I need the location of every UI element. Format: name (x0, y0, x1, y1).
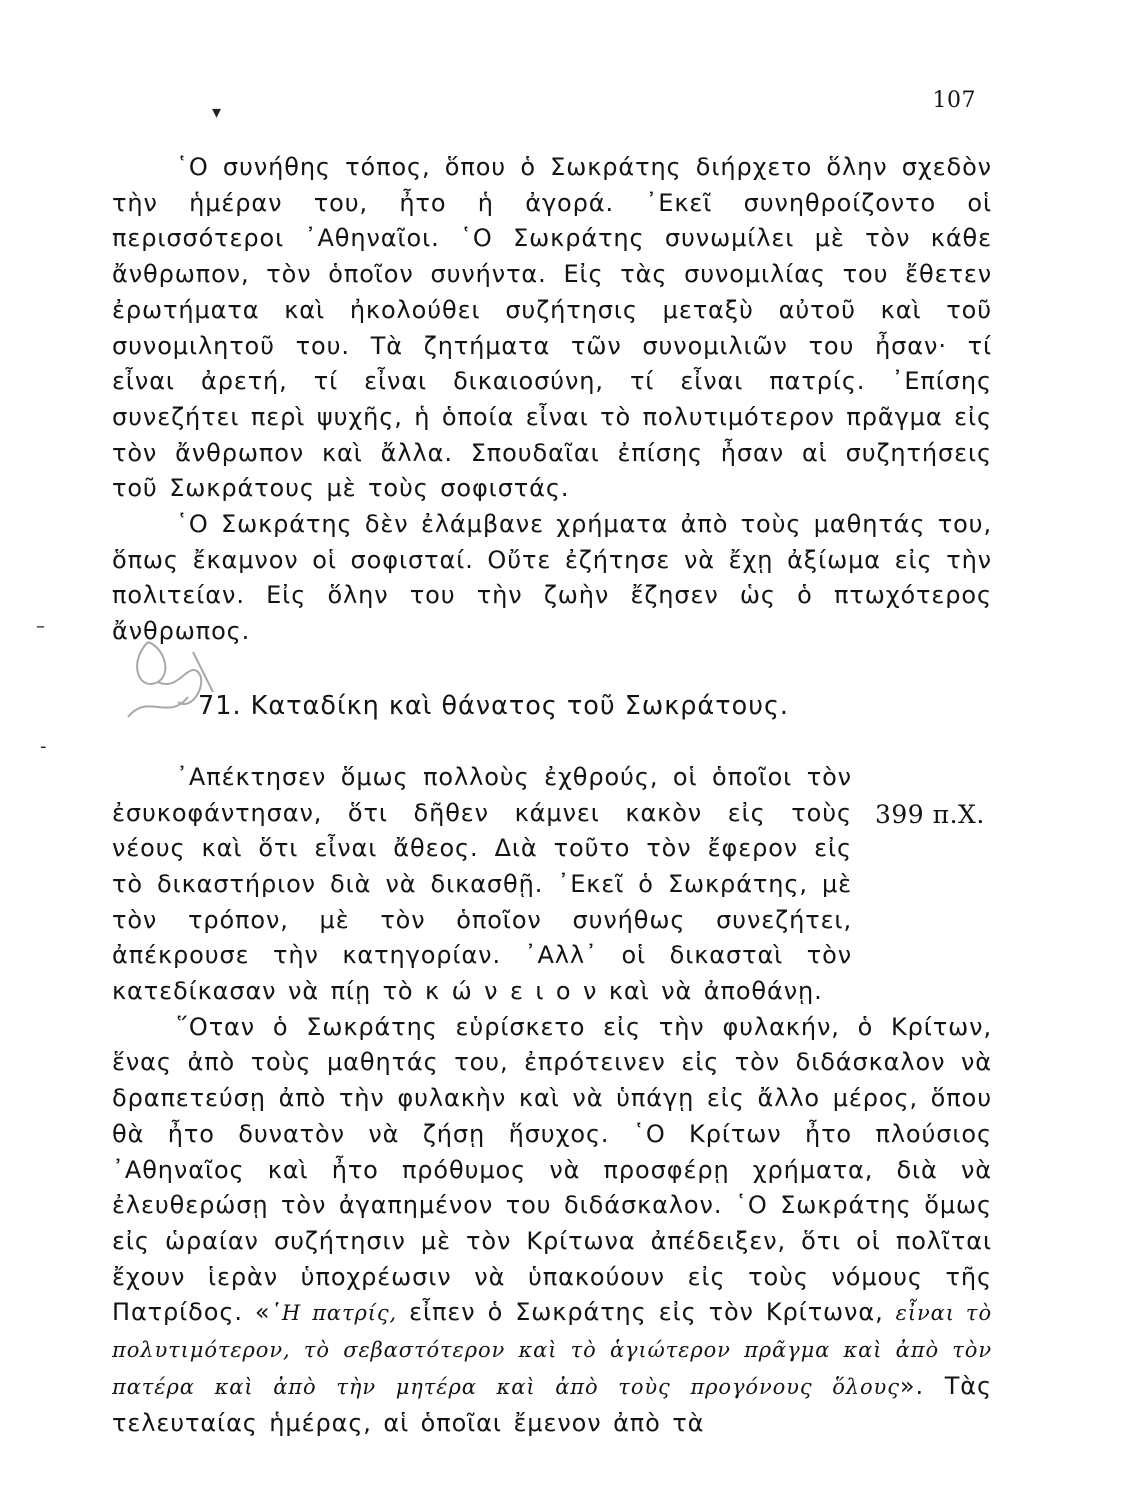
page-number: 107 (932, 88, 976, 113)
margin-date-note: 399 π.Χ. (875, 800, 985, 829)
section-heading: 71. Καταδίκη καὶ θάνατος τοῦ Σωκράτους. (198, 690, 790, 721)
quote-body: εἶναι τὸ πολυτιμότερον, τὸ σεβαστότερον καὶ τὸ ἁγιώτερον πρᾶγμα καὶ ἀπὸ τὸν πατέρα καὶ ἀπὸ τὴν μητέρα καὶ ἀπὸ τοὺς προγόνους ὅλους (112, 1301, 992, 1399)
body-text (112, 150, 992, 1441)
quote-start: ῾Η πατρίς, (270, 1301, 398, 1326)
paragraph-4-end: ». Τὰς τελευταίας ἡμέρας, αἱ ὁποῖαι ἔμενον ἀπὸ τὰ (112, 1371, 992, 1437)
paragraph-4 (112, 1010, 992, 1441)
paragraph-4-text: ῞Οταν ὁ Σωκράτης εὑρίσκετο εἰς τὴν φυλακήν, ὁ Κρίτων, ἕνας ἀπὸ τοὺς μαθητάς του, ἐπρότεινεν εἰς τὸν διδάσκαλον νὰ δραπετεύσῃ ἀπὸ τὴν φυλακὴν καὶ νὰ ὑπάγῃ εἰς ἄλλο μέρος, ὅπου θὰ ἦτο δυνατὸν νὰ ζήσῃ ἥσυχος. ῾Ο Κρίτων ἦτο πλούσιος ᾿Αθηναῖος καὶ ἦτο πρόθυμος νὰ προσφέρῃ χρήματα, διὰ νὰ ἐλευθερώσῃ τὸν ἀγαπημένον του διδάσκαλον. ῾Ο Σωκράτης ὅμως εἰς ὡραίαν συζήτησιν μὲ τὸν Κρίτωνα ἀπέδειξεν, ὅτι οἱ πολῖται ἔχουν ἱερὰν ὑποχρέωσιν νὰ ὑπακούουν εἰς τοὺς νόμους τῆς Πατρίδος. « (112, 1012, 992, 1327)
paragraph-3: ᾿Απέκτησεν ὅμως πολλοὺς ἐχθρούς, οἱ ὁποῖοι τὸν ἐσυκοφάντησαν, ὅτι δῆθεν κάμνει κακὸν εἰς τοὺς νέους καὶ ὅτι εἶναι ἄθεος. Διὰ τοῦτο τὸν ἔφερον εἰς τὸ δικαστήριον διὰ νὰ δικασθῇ. ᾿Εκεῖ ὁ Σωκράτης, μὲ τὸν τρόπον, μὲ τὸν ὁποῖον συνήθως συνεζήτει, ἀπέκρουσε τὴν κατηγορίαν. ᾿Αλλ᾿ οἱ δικασταὶ τὸν κατεδίκασαν νὰ πίῃ τὸ κ ώ ν ε ι ο ν καὶ νὰ ἀποθάνῃ. (112, 762, 852, 1006)
scan-tick-mark: ‐ (40, 736, 47, 757)
paragraph-4-mid: εἶπεν ὁ Σωκράτης εἰς τὸν Κρίτωνα, (397, 1298, 896, 1327)
paragraph-1: ῾Ο συνήθης τόπος, ὅπου ὁ Σωκράτης διήρχετο ὅλην σχεδὸν τὴν ἡμέραν του, ἦτο ἡ ἀγορά. ᾿Εκεῖ συνηθροίζοντο οἱ περισσότεροι ᾿Αθηναῖοι. ῾Ο Σωκράτης συνωμίλει μὲ τὸν κάθε ἄνθρωπον, τὸν ὁποῖον συνήντα. Εἰς τὰς συνομιλίας του ἔθετεν ἐρωτήματα καὶ ἠκολούθει συζήτησις μεταξὺ αὐτοῦ καὶ τοῦ συνομιλητοῦ του. Τὰ ζητήματα τῶν συνομιλιῶν του ἦσαν· τί εἶναι ἀρετή, τί εἶναι δικαιοσύνη, τί εἶναι πατρίς. ᾿Επίσης συνεζήτει περὶ ψυχῆς, ἡ ὁποία εἶναι τὸ πολυτιμότερον πρᾶγμα εἰς τὸν ἄνθρωπον καὶ ἄλλα. Σπουδαῖαι ἐπίσης ἦσαν αἱ συζητήσεις τοῦ Σωκράτους μὲ τοὺς σοφιστάς. (112, 153, 992, 503)
scan-dot-mark: ▾ (212, 102, 222, 123)
paragraph-2: ῾Ο Σωκράτης δὲν ἐλάμβανε χρήματα ἀπὸ τοὺς μαθητάς του, ὅπως ἔκαμνον οἱ σοφισταί. Οὔτε ἐζήτησε νὰ ἔχῃ ἀξίωμα εἰς τὴν πολιτείαν. Εἰς ὅλην του τὴν ζωὴν ἔζησεν ὡς ὁ πτωχότερος ἄνθρωπος. (112, 510, 992, 646)
scan-dash-mark: – (36, 616, 45, 637)
